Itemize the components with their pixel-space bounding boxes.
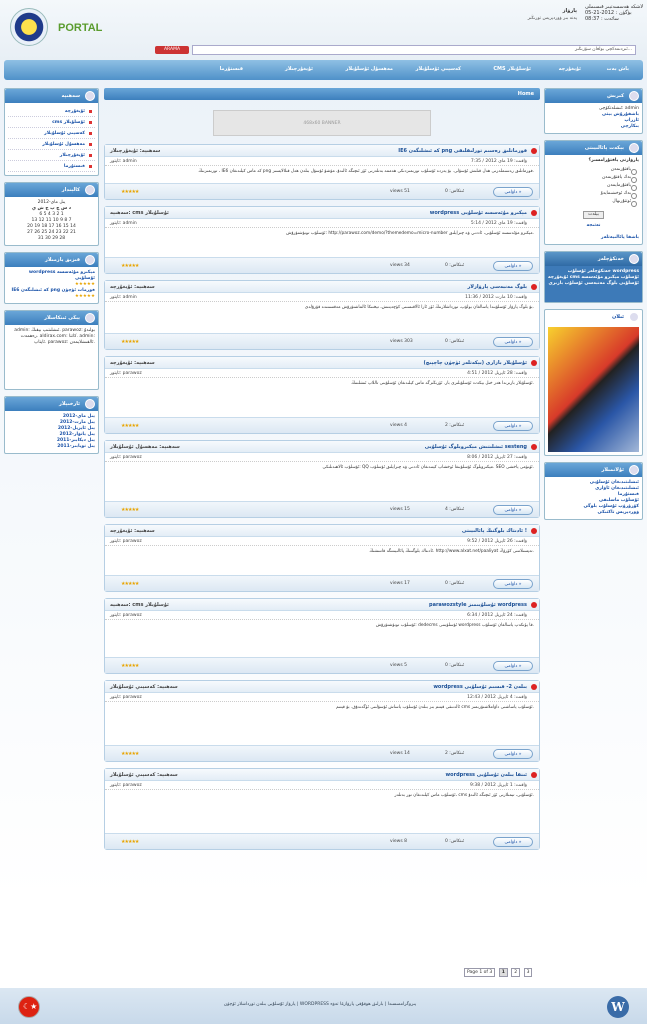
poll-result-link[interactable]: نەتىجە: [586, 223, 601, 228]
post-title[interactable]: ئادىتاك بلوگنىڭ پائالىيىتى ! سەھىپە: ئۇيغۇرچە: [105, 525, 539, 537]
login-user: ئىشلەتكۈچى: admin: [598, 106, 639, 111]
main-nav: [4, 60, 643, 80]
login-link[interactable]: باشقۇرۇش بېتى: [602, 112, 639, 117]
post-footer: [105, 833, 539, 849]
post-comments[interactable]: ئىنكاس: 0: [445, 339, 465, 344]
calendar-box: كالېندار 2012-يىل ماي د س چ پ ج ش ي 6 5 4 3 2 1 13 12 11 10 9 8 7 20 19 18 17 16 15 14 27 26 25 24 23 22 21 31 30 29 28: [4, 182, 99, 246]
post-excerpt: ئادىتاك بلوگىنىڭ پائالىيىتىگە قاتنىشىڭ. http://www.alxat.net/paaliyat تەپسىلاتىنى كۆرۈڭ.: [369, 549, 534, 554]
post-date: ۋاقىت: 19 ماي 2012 / 5:14: [470, 221, 527, 226]
rating-stars[interactable]: ★★★★★: [121, 663, 139, 669]
link-item[interactable]: كۆزۈرۈپ ئۇسلۇب بلوگى: [583, 504, 639, 509]
page-1[interactable]: 1: [499, 968, 508, 977]
site-title[interactable]: پارۋاز: [562, 8, 577, 14]
post: [104, 598, 540, 674]
calendar-row[interactable]: 20 19 18 17 16 15 14: [27, 224, 76, 229]
link-item[interactable]: ئىشلىتىدىغان ئۇسلۇبى: [589, 480, 639, 485]
poll-option[interactable]: بەك ياقتۇرىمەن: [548, 175, 639, 183]
calendar-head: د س چ پ ج ش ي: [31, 206, 72, 211]
archives-box: ئارخىپلار 2012-يىل ماي 2012-يىل مارت 2012-يىل ئاپرېل 2012-يىل يانۋار 2011-يىل دېكابىر 2011-يىل نويابىر: [4, 396, 99, 454]
poll-more-link[interactable]: باشقا پائالىيەتلەر: [601, 235, 639, 240]
star-icon: [85, 255, 95, 265]
post-excerpt: بۇ بلوگ پارۋاز ئۇسلۇبىدا ياسالغان بولۇپ، تورداشلارنىڭ ئۆز ئارا ئالاقىسىنى كۈچەيتىش، تېخنىكا ئالماشتۇرۇش مەقسىتىدە قۇرۇلدى.: [304, 305, 534, 310]
post: [104, 768, 540, 850]
post-excerpt: ئالدىنقى قېتىم بىز بىلەن ئۇسلۇب ياساش ئۇسۇلىنى ئۆگەندۇق. بۇ قېتىم cms ئۇسلۇب ياساشنى داۋاملاشتۇرىمىز.: [336, 705, 534, 710]
post-meta: [105, 453, 539, 462]
read-more-button[interactable]: داۋامى »: [493, 337, 533, 347]
read-more-button[interactable]: داۋامى »: [493, 749, 533, 759]
tag-icon: [629, 254, 639, 264]
post-author[interactable]: ئاپتور: parawoz: [110, 783, 142, 788]
post-date: ۋاقىت: 24 ئاپرېل 2012 / 6:34: [467, 613, 527, 618]
post-views: views 51: [390, 189, 410, 194]
popular-item[interactable]: IE6 كە ئىشلىگەن png فورمات ئۈچۈن: [11, 288, 95, 293]
read-more-button[interactable]: داۋامى »: [493, 661, 533, 671]
archive-item[interactable]: 2011-يىل نويابىر: [57, 444, 95, 449]
post-author[interactable]: ئاپتور: parawoz: [110, 455, 142, 460]
search-input[interactable]: ئىزدىمەكچى بولغان سۆزىڭىز...: [192, 45, 636, 55]
ad-box: ئىلان: [544, 309, 643, 456]
post-meta: [105, 219, 539, 228]
link-icon: [629, 465, 639, 475]
post: [104, 206, 540, 274]
nav-item[interactable]: كەسپىي ئۇسلۇبلار: [415, 66, 461, 72]
post-footer: [105, 657, 539, 673]
nav-item[interactable]: ئۇيغۇرچە: [558, 66, 581, 72]
ad-image[interactable]: [548, 327, 639, 452]
post-date: ۋاقىت: 26 ئاپرېل 2012 / 9:52: [467, 539, 527, 544]
post-comments[interactable]: ئىنكاس: 0: [445, 189, 465, 194]
category-item[interactable]: قىستۇرما: [8, 161, 95, 172]
category-item[interactable]: ئۇيغۇرچە: [8, 106, 95, 117]
rating-stars: ★★★★★: [74, 282, 95, 287]
post-excerpt: ئۇسلۇب تونۇشتۇرۇش: dedecms ئۇسلۇبىنى wordpress قا يۆتكەپ ياسالغان ئۇسلۇب.: [375, 623, 534, 628]
post-footer: [105, 333, 539, 349]
post-comments[interactable]: ئىنكاس: 4: [445, 507, 465, 512]
link-item[interactable]: قىستۇرما: [617, 492, 639, 497]
login-box: كىرىش ئىشلەتكۈچى: admin باشقۇرۇش بېتى ئازراپ بىكارچى: [544, 88, 643, 134]
post-title[interactable]: ئىشلىتىش مېكىروبلوگ ئۇسلۇبى sesteng سەھىپە: مەھسۇل ئۇسلۇبلار: [105, 441, 539, 453]
post-comments[interactable]: ئىنكاس: 0: [445, 263, 465, 268]
post-author[interactable]: ئاپتور: parawoz: [110, 371, 142, 376]
comment-list[interactable]: admin: ئىشلىتىپ بېقىڭ. parawoz: بولىدۇ رەھمەت. aldirax.com: كاتتا. admin: ئاپتاپ. parawoz: ئالقىشلايمەن.: [14, 328, 95, 345]
wordpress-icon[interactable]: W: [607, 996, 629, 1018]
left-sidebar: [4, 88, 99, 460]
poll-option[interactable]: ياقتۇرمايمەن: [548, 183, 639, 191]
nav-item[interactable]: قىستۇرما: [219, 66, 243, 72]
poll-icon: [629, 143, 639, 153]
rating-stars[interactable]: ★★★★★: [121, 507, 139, 513]
popular-box: قىزىق يازمىلار wordpress مېكىرو مۇئەسسە ئۇسلۇبى ★★★★★ IE6 كە ئىشلىگەن png فورمات ئۈچۈن ★★★★★: [4, 252, 99, 304]
post-views: views 17: [390, 581, 410, 586]
search-icon: [85, 91, 95, 101]
breadcrumb[interactable]: Home: [104, 88, 540, 100]
rating-stars[interactable]: ★★★★★: [121, 189, 139, 195]
pagination: [464, 968, 534, 978]
archive-item[interactable]: 2012-يىل ماي: [62, 414, 95, 419]
calendar-row[interactable]: 31 30 29 28: [37, 236, 66, 241]
right-sidebar: [544, 88, 643, 526]
login-link[interactable]: بىكارچى: [620, 124, 639, 129]
post: [104, 680, 540, 762]
category-item[interactable]: ئۇيغۇرچىلار: [8, 150, 95, 161]
post-excerpt: ئۇسلۇب ئالاھىدىلىكى: QQ مېكىروبلوگ ئۇسلۇبىغا ئوخشاپ كېتىدىغان ئاددىي ۋە چىرايلىق ئۇسلۇب. SEO ئۈنۈمى ياخشى.: [322, 465, 534, 470]
post-views: views 5: [390, 663, 408, 668]
post-meta: [105, 781, 539, 790]
post-list: [104, 144, 540, 850]
archive-item[interactable]: 2012-يىل مارت: [59, 420, 95, 425]
post-title[interactable]: بلوگ مەنبەسى پارۋازلار سەھىپە: ئۇيغۇرچە: [105, 281, 539, 293]
post-category[interactable]: سەھىپە: cms ئۇسلۇبلار: [110, 210, 169, 216]
post-excerpt: ئۇسلۇب ماس كېلىدىغان تور بەتلەر، cms ئۇسلۇبى، تېمىلارنى ئۆز ئىچىگە ئالىدۇ.: [394, 793, 534, 798]
tag-cloud[interactable]: خەتكۈچلەر ئۇسلۇب wordpress ئۇيغۇرچە cms ئۇسلۇب مېكىرو مۇئەسسە ئۇسلۇبى بلوگ مەنبەسى ئۇسلۇب بازىرى: [545, 266, 642, 302]
comments-box: يېڭى ئىنكاسلار admin: ئىشلىتىپ بېقىڭ. parawoz: بولىدۇ رەھمەت. aldirax.com: كاتتا. admin: ئاپتاپ. parawoz: ئالقىشلايمەن.: [4, 310, 99, 390]
footer-text: پارۋاز ئۇسلۇبى بىلەن تورداشلار ئۈچۈن | WORDPRESS پىروگراممىسىدا | بارلىق ھوقۇقى پارۋازغا تەۋە: [223, 1002, 417, 1007]
post-comments[interactable]: ئىنكاس: 0: [445, 839, 465, 844]
post-meta: [105, 293, 539, 302]
category-item[interactable]: كەسپىي ئۇسلۇبلار: [8, 128, 95, 139]
post-title[interactable]: wordpress ئىنقا بىلەن ئۇسلۇبى سەھىپە: كەسپىي ئۇسلۇبلار: [105, 769, 539, 781]
post: [104, 440, 540, 518]
post-author[interactable]: ئاپتور: parawoz: [110, 539, 142, 544]
post-meta: [105, 157, 539, 166]
post-category[interactable]: سەھىپە: ئۇيغۇرچە: [110, 528, 155, 534]
rating-stars[interactable]: ★★★★★: [121, 263, 139, 269]
category-item[interactable]: cms ئۇسلۇبلار: [8, 117, 95, 128]
post: [104, 144, 540, 200]
archive-item[interactable]: 2011-يىل دېكابىر: [56, 438, 95, 443]
post-meta: [105, 369, 539, 378]
post-author[interactable]: ئاپتور: admin: [110, 295, 137, 300]
read-more-button[interactable]: داۋامى »: [493, 579, 533, 589]
post-category[interactable]: سەھىپە: ئۇيغۇرچىلار: [110, 148, 161, 154]
read-more-button[interactable]: داۋامى »: [493, 187, 533, 197]
post-author[interactable]: ئاپتور: admin: [110, 221, 137, 226]
post-title[interactable]: IE6 كە ئىشلىگەن png فورماتلىق رەسىم تورلىقلىقى سەھىپە: ئۇيغۇرچىلار: [105, 145, 539, 157]
nav-item[interactable]: ئۇيغۇرچىلار: [284, 66, 313, 72]
post-footer: [105, 575, 539, 591]
post-excerpt: تورىمىزنىڭ ، IE6 كە ماس كېلىدىغان png فورماتلىق رەسىملەرنى ھەل قىلىش ئۇسۇلى. بۇ يەردە ئۇسلۇب تورىمىزدىكى ھەممە بەتلەرنى ئۆز ئىچىگە ئالىدۇ، مۇشۇ ئۇسۇل بىلەن ھەل قىلالايسىز.: [198, 169, 534, 174]
categories-box: سەھىپە ئۇيغۇرچە cms ئۇسلۇبلار كەسپىي ئۇسلۇبلار مەھسۇل ئۇسلۇبلار ئۇيغۇرچىلار قىستۇرما: [4, 88, 99, 176]
post-meta: [105, 611, 539, 620]
post-footer: [105, 417, 539, 433]
post-comments[interactable]: ئىنكاس: 2: [445, 751, 465, 756]
login-link[interactable]: ئازراپ: [624, 118, 639, 123]
links-box: ئۇلانمىلار ئىشلىتىدىغان ئۇسلۇبى ئىشلىتىدىغان ئاۋازى قىستۇرما ئۇسلۇب ماسلىقى كۆزۈرۈپ ئۇسلۇب بلوگى ۋوردپرېس تاكتىكى: [544, 462, 643, 520]
post-title[interactable]: wordpress بىلەن 2- قىسىم ئۇسلۇبى سەھىپە: كەسپىي ئۇسلۇبلار: [105, 681, 539, 693]
rating-stars[interactable]: ★★★★★: [121, 839, 139, 845]
post-date: ۋاقىت: 19 ماي 2012 / 7:35: [470, 159, 527, 164]
logo-text[interactable]: PORTAL: [58, 22, 103, 34]
post-excerpt: ئۇسلۇب تونۇشتۇرۇش: http://parawoz.com/demo/?themedemo=micro-number مېكىرو مۇئەسسە ئۇسلۇبى، ئاددىي ۋە چىرايلىق.: [286, 231, 534, 236]
read-more-button[interactable]: داۋامى »: [493, 505, 533, 515]
post-title[interactable]: ئۇسلۇبلار بازارى (بېكەتلەر ئۈچۈن چاچپىچ) سەھىپە: ئۇيغۇرچە: [105, 357, 539, 369]
nav-item[interactable]: CMS ئۇسلۇبلار: [493, 66, 531, 72]
post-category[interactable]: سەھىپە: cms ئۇسلۇبلار: [110, 602, 169, 608]
rating-stars[interactable]: ★★★★★: [121, 751, 139, 757]
post-views: views 303: [390, 339, 413, 344]
poll-option[interactable]: ئوتتۇرىھال: [548, 199, 639, 207]
nav-item[interactable]: مەھسۇل ئۇسلۇبلار: [345, 66, 393, 72]
site-subtitle: پەنە بىر ۋوردپرېس تورىڭىز: [527, 16, 577, 21]
rating-stars[interactable]: ★★★★★: [121, 581, 139, 587]
search-button[interactable]: ARAMA: [155, 46, 189, 54]
post-meta: [105, 537, 539, 546]
post-title[interactable]: parawozstyle ئۇسلۇبىمىز wordpress سەھىپە: cms ئۇسلۇبلار: [105, 599, 539, 611]
post-comments[interactable]: ئىنكاس: 0: [445, 581, 465, 586]
post-views: views 15: [390, 507, 410, 512]
post-views: views 8: [390, 839, 408, 844]
post: [104, 280, 540, 350]
archive-icon: [85, 399, 95, 409]
rating-stars[interactable]: ★★★★★: [121, 423, 139, 429]
poll-option[interactable]: ياقتۇرىمەن: [548, 167, 639, 175]
post-title[interactable]: wordpress مېكىرو مۇئەسسە ئۇسلۇبى سەھىپە: cms ئۇسلۇبلار: [105, 207, 539, 219]
poll-question: پارۋازنى ياقتۇرامسىز؟: [588, 158, 639, 163]
archive-item[interactable]: 2012-يىل يانۋار: [59, 432, 95, 437]
rating-stars[interactable]: ★★★★★: [121, 339, 139, 345]
vote-button[interactable]: بېلەت: [583, 211, 604, 219]
post-comments[interactable]: ئىنكاس: 2: [445, 423, 465, 428]
calendar-month: 2012-يىل ماي: [37, 200, 66, 205]
page-label: Page 1 of 3: [464, 968, 495, 977]
post-meta: [105, 693, 539, 702]
post-date: ۋاقىت: 28 ئاپرېل 2012 / 4:51: [467, 371, 527, 376]
tags-box: خەتكۈچلەر خەتكۈچلەر ئۇسلۇب wordpress ئۇيغۇرچە cms ئۇسلۇب مېكىرو مۇئەسسە ئۇسلۇبى بلوگ مەنبەسى ئۇسلۇب بازىرى: [544, 251, 643, 303]
calendar-row[interactable]: 27 26 25 24 23 22 21: [27, 230, 76, 235]
poll-option[interactable]: بەك ئوخشىمايدۇ: [548, 191, 639, 199]
post-date: ۋاقىت: 27 ئاپرېل 2012 / 8:06: [467, 455, 527, 460]
archive-item[interactable]: 2012-يىل ئاپرېل: [57, 426, 95, 431]
category-item[interactable]: مەھسۇل ئۇسلۇبلار: [8, 139, 95, 150]
post-views: views 4: [390, 423, 408, 428]
post-excerpt: ئۇسلۇبلار بازىرىدا ھەر خىل بېكەت ئۇسلۇبلىرى بار. ئۆزىڭىزگە ماس كېلىدىغان ئۇسلۇبنى تاللاپ ئىشلىتىڭ.: [351, 381, 534, 386]
post-date: ۋاقىت: 4 ئاپرېل 2012 / 12:43: [467, 695, 527, 700]
post-author[interactable]: ئاپتور: admin: [110, 159, 137, 164]
page-2[interactable]: 2: [511, 968, 520, 977]
post-category[interactable]: سەھىپە: كەسپىي ئۇسلۇبلار: [110, 684, 178, 690]
read-more-button[interactable]: داۋامى »: [493, 261, 533, 271]
post: [104, 524, 540, 592]
post-category[interactable]: سەھىپە: ئۇيغۇرچە: [110, 284, 155, 290]
calendar-row[interactable]: 6 5 4 3 2 1: [39, 212, 64, 217]
post-category[interactable]: سەھىپە: كەسپىي ئۇسلۇبلار: [110, 772, 178, 778]
post-category[interactable]: سەھىپە: مەھسۇل ئۇسلۇبلار: [110, 444, 180, 450]
link-item[interactable]: ئۇسلۇب ماسلىقى: [598, 498, 639, 503]
read-more-button[interactable]: داۋامى »: [493, 837, 533, 847]
turkey-flag-icon: [18, 996, 40, 1018]
comment-icon: [85, 313, 95, 323]
post-footer: [105, 257, 539, 273]
header: [0, 0, 647, 60]
ad-icon: [629, 312, 639, 322]
logo-icon[interactable]: [10, 8, 48, 46]
post-author[interactable]: ئاپتور: parawoz: [110, 695, 142, 700]
post-date: ۋاقىت: 1 ئاپرېل 2012 / 9:38: [469, 783, 527, 788]
post-footer: [105, 183, 539, 199]
post-category[interactable]: سەھىپە: ئۇيغۇرچە: [110, 360, 155, 366]
post-date: ۋاقىت: 10 مارت 2012 / 11:36: [465, 295, 527, 300]
post-footer: [105, 745, 539, 761]
post-footer: [105, 501, 539, 517]
ad-banner[interactable]: 468x60 BANNER: [213, 110, 431, 136]
post: [104, 356, 540, 434]
read-more-button[interactable]: داۋامى »: [493, 421, 533, 431]
link-item[interactable]: ئىشلىتىدىغان ئاۋازى: [595, 486, 639, 491]
rating-stars: ★★★★★: [74, 294, 95, 299]
calendar-icon: [85, 185, 95, 195]
post-author[interactable]: ئاپتور: parawoz: [110, 613, 142, 618]
calendar-row[interactable]: 13 12 11 10 9 8 7: [31, 218, 72, 223]
post-views: views 14: [390, 751, 410, 756]
nav-home[interactable]: باش بەت: [606, 66, 629, 72]
link-item[interactable]: ۋوردپرېس تاكتىكى: [597, 510, 639, 515]
post-comments[interactable]: ئىنكاس: 0: [445, 663, 465, 668]
footer: [0, 988, 647, 1024]
post-views: views 34: [390, 263, 410, 268]
page-3[interactable]: 3: [524, 968, 533, 977]
clock: لاشكە ھەسسەتيىر قىسىملى بۈگۈن : 2012-21-05 سائەت : 08:37: [585, 4, 644, 22]
user-icon: [629, 91, 639, 101]
poll-box: بېكەت پائالىيىتى پارۋازنى ياقتۇرامسىز؟ ياقتۇرىمەن بەك ياقتۇرىمەن ياقتۇرمايمەن بەك ئوخشىمايدۇ ئوتتۇرىھال بېلەت نەتىجە باشقا پائالىيەتلەر: [544, 140, 643, 245]
popular-item[interactable]: wordpress مېكىرو مۇئەسسە ئۇسلۇبى: [28, 270, 95, 281]
main-content: [104, 88, 540, 856]
